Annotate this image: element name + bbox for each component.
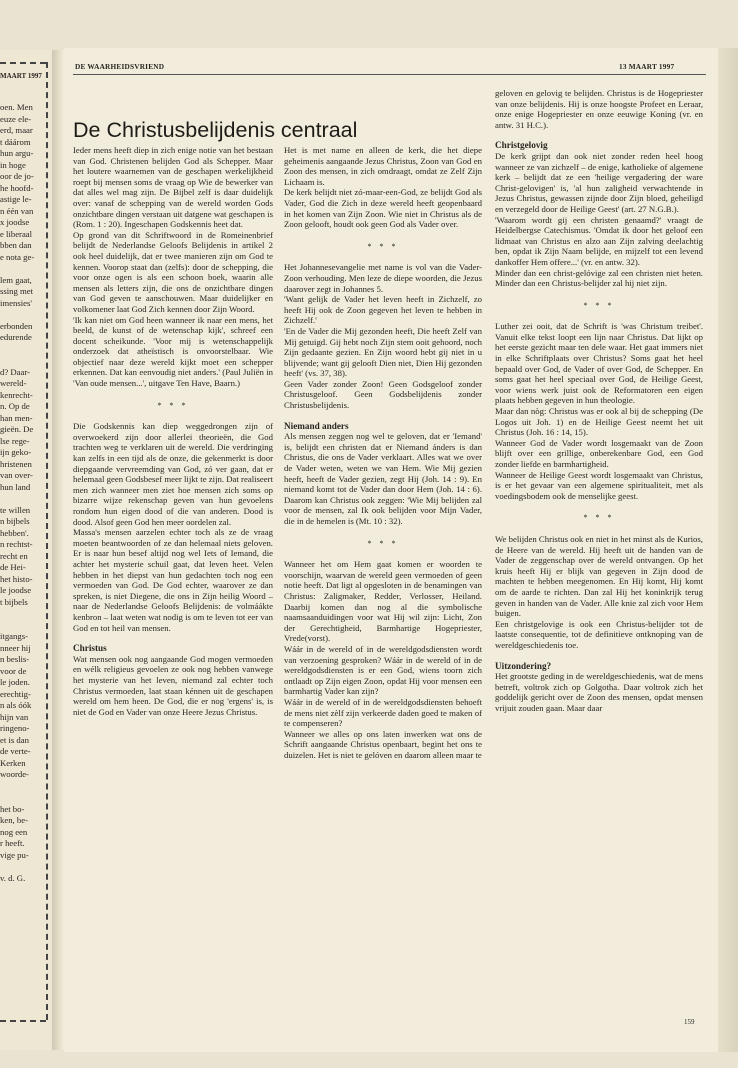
- paragraph: Wáár in de wereld of in de wereldgodsdiensten wordt van verzoening gesproken? Wáár in de wereld of in de wereldgodsdiensten is er een God, wiens toorn zich ontlaadt op Zijn eigen Zoon, opdat Hij voor mensen een barmhartig Vader kan zijn?: [284, 643, 482, 697]
- section-separator: * * *: [583, 513, 615, 523]
- paragraph: Die Godskennis kan diep weggedrongen zijn of overwoekerd zijn door allerlei theorieën, die God trachten weg te verklaren uit de wereld. Die verdringing kan zelfs in een tijd als de onze, die gekenmerkt is door diepgaande vervreemding van God, zó ver gaan, dat er helemaal geen Godsbesef meer lijkt te zijn. Dat realiseert men zich wanneer men ziet hoe mensen zich soms op bizarre wijze rekenschap geven van hun gevoelens rondom hun eigen dood of die van anderen. Dood is dood. Alsof geen God hen meer oordelen zal.: [73, 421, 273, 527]
- article-column-2: [284, 145, 482, 760]
- previous-page-header: MAART 1997: [0, 72, 42, 80]
- paragraph: Ieder mens heeft diep in zich enige notie van het bestaan van God. Christenen belijden God als Schepper. Maar het loutere waarnemen van de geschapen werkelijkheid roept bij mensen soms de vraag op Wie de bewerker van dat alles wel mag zijn. De Bijbel zelf is daar duidelijk over: vanaf de schepping van de wereld worden Gods onzichtbare dingen verstaan uit datgene wat geschapen is (Rom. 1 : 20). Ingeschapen Godskennis heet dat.: [73, 145, 273, 230]
- clipping-border-top: [0, 62, 46, 64]
- paragraph: De kerk grijpt dan ook niet zonder reden heel hoog wanneer ze van zichzelf – de enige, katholieke of algemene kerk – belijdt dat ze een 'heilige vergadering der ware Christ-gelovigen' is, 'al hun zaligheid verwachtende in Jezus Christus, gewassen zijnde door Zijn bloed, geheiligd en verzegeld door de Heilige Geest' (art. 27 N.G.B.).: [495, 150, 703, 214]
- paragraph: Een christgelovige is ook een Christus-belijder tot de laatste consequentie, tot de definitieve ontknoping van de wereldgeschiedenis toe.: [495, 618, 703, 650]
- section-separator: * * *: [583, 300, 615, 310]
- paragraph: Het grootste geding in de wereldgeschiedenis, wat de mens betreft, voltrok zich op Golgotha. Daar voltrok zich het goddelijk gericht over de Zoon des mensen, opdat mensen vrijuit zouden gaan. Maar daar: [495, 671, 703, 713]
- paragraph: Wanneer we alles op ons laten inwerken wat ons de Schrift aangaande Christus openbaart, begint het ons te duizelen. Het is niet te gelóven en daarom alleen maar te: [284, 728, 482, 760]
- paragraph: geloven en gelovig te belijden. Christus is de Hogepriester van onze belijdenis. Hij is onze hoogste Profeet en Leraar, onze enige Hogepriester en onze eeuwige Koning (vr. en antw. 31 H.C.).: [495, 88, 703, 130]
- section-separator: * * *: [367, 538, 399, 548]
- paragraph: 'Ik kan niet om God heen wanneer ik naar een mens, het beeld, de kunst of de wetenschap kijk', schreef een docent scheikunde. 'Voor mij is wetenschappelijk onderzoek dat atheïstisch is onvoorstelbaar. Wie objectief naar deze wereld kijkt moet een schepper erkennen. Dat kan eenvoudig niet anders.' (Paul Juliën in 'Van oude mensen...', uitgave Ten Have, Baarn.): [73, 314, 273, 389]
- section-separator: * * *: [157, 400, 189, 410]
- page-edge: [718, 48, 738, 1052]
- article-column-3: [495, 88, 703, 713]
- paragraph: Wanneer het om Hem gaat komen er woorden te voorschijn, waarvan de wereld geen vermoeden of geen notie heeft. Dat ligt al opgesloten in de benamingen van Christus: Zaligmaker, Redder, Verlosser, Heiland. Daarbij komen dan nog al die symbolische naamsaanduidingen voor wat Hij wil zijn: Licht, Zon der Gerechtigheid, Barmhartige Hogepriester, Vrede(vorst).: [284, 559, 482, 644]
- paragraph: Wanneer God de Vader wordt losgemaakt van de Zoon blijft over een grillige, onberekenbare God, een God zonder liefde en barmhartigheid.: [495, 437, 703, 469]
- paragraph: Wat mensen ook nog aangaande God mogen vermoeden en wélk religieus gevoelen ze ook nog hebben vanwege het mysterie van het leven, niemand zal echter toch Christus vermoeden, laat staan kénnen uit de geschapen wereld om hem heen. De God, die er nog 'ergens' is, is niet de God en Vader van onze Heere Jezus Christus.: [73, 653, 273, 717]
- page-number: 159: [684, 1018, 695, 1026]
- clipping-border-dashed: [46, 62, 48, 1020]
- subheading-christgelovig: Christgelovig: [495, 140, 548, 151]
- paragraph: Maar dan nòg: Christus was er ook al bij de schepping (De Logos uit Joh. 1) en de Heilige Geest neemt het uit Christus (Joh. 16 : 14, 15).: [495, 406, 703, 438]
- paragraph: Massa's mensen aarzelen echter toch als ze de vraag moeten beantwoorden of ze dan helemaal niets geloven. Er is naar hun besef altijd nog wel Iets of Iemand, die achter het mysterie schuil gaat, dat leven heet. Velen hebben in het diepst van hun gedachten toch nog een vermoeden van God. De God echter, waarover ze dan spreken, is niet Diegene, die ons in Zijn heilig Woord – naar de Nederlandse Geloofs Belijdenis: de volmáákte kenbron – laat weten wat nodig is om te leven tot eer van God en tot heil van mensen.: [73, 527, 273, 633]
- paragraph: Als mensen zeggen nog wel te geloven, dat er 'Iemand' is, belijdt een christen dat er Niemand ánders is dan Christus, die ons de Vader verklaart. Alles wat we over de Vader weten, weten we van Hem. Wie Mij gezien heeft, heeft de Vader gezien, zegt Hij (Joh. 14 : 9). En niemand komt tot de Vader dan door Hem (Joh. 14 : 6). Daarom kan Christus ook zeggen: 'Wie Mij belijden zal voor de mensen, zal Ik ook belijden voor Mijn Vader, die in de hemelen is (Mt. 10 : 32).: [284, 431, 482, 526]
- previous-page-text: oen. Men euze ele- erd, maar t dáárom hun argu- in hoge oor de jo- he hoofd- astige le- n één van x joodse e liberaal bben dan e nota ge- lem gaat, ssing met imensies' erbonden edurende d? Daar- wereld- kenrecht- n. Op de han men- gieën. De lse rege- ijn geko- hristenen van over- hun land te willen n bijbels hebben'. n rechtst- recht en de Hei- het histo- le joodse t bijbels itgangs- nneer hij n beslis- voor de le joden. erechtig- n als óók hijn van ringeno- et is dan de verte- Kerken woorde- het bo- ken, be- nog een r heeft. vige pu- v. d. G.: [0, 102, 35, 883]
- paragraph: Luther zei ooit, dat de Schrift is 'was Christum treibet'. Vanuit elke tekst loopt een lijn naar Christus. Dat lijkt op het eerste gezicht maar ten dele waar. Het gaat immers niet in elke Schriftplaats over Christus? Soms gaat het heel bepaald over God, de Vader of over God, de Schepper. En soms gaat het heel speciaal over God, de Heilige Geest, voor wiens werk juist ook de Reformatoren een eigen plaats hebben gegeven in hun theologie.: [495, 321, 703, 406]
- paragraph: Het Johannesevangelie met name is vol van die Vader-Zoon verhouding. Men leze de diepe woorden, die Jezus daarover zegt in Johannes 5.: [284, 262, 482, 294]
- paragraph: 'Want gelijk de Vader het leven heeft in Zichzelf, zo heeft Hij ook de Zoon gegeven het leven te hebben in Zichzelf.': [284, 294, 482, 326]
- subheading-christus: Christus: [73, 643, 107, 654]
- paragraph: We belijden Christus ook en niet in het minst als de Kurios, de Heere van de wereld. Hij heeft uit de handen van de Vader de zeggenschap over de wereld ontvangen. Op het kruis heeft Hij er blijk van gegeven in Zijn dood de machten te hebben meegenomen. En Hij komt, Hij komt om de aarde te richten. Dan zal Hij het koninkrijk terug geven in handen van de Vader. Alle knie zal zich voor Hem buigen.: [495, 533, 703, 619]
- subheading-niemand-anders: Niemand anders: [284, 420, 349, 431]
- section-separator: * * *: [367, 241, 399, 251]
- paragraph: De kerk belijdt niet zó-maar-een-God, ze belijdt God als Vader, God die Zich in deze wereld heeft geopenbaard in het komen van Zijn Zoon. Wie niet in Christus als de Zoon gelooft, houdt ook geen God als Vader over.: [284, 187, 482, 230]
- paragraph: Wáár in de wereld of in de wereldgodsdiensten behoeft de mens niet zèlf zijn verkeerde daden goed te maken of te compenseren?: [284, 696, 482, 729]
- article-title: De Christusbelijdenis centraal: [73, 118, 358, 142]
- previous-page-strip: [0, 50, 52, 1050]
- page-gutter: [52, 50, 64, 1050]
- paragraph: Wanneer de Heilige Geest wordt losgemaakt van Christus, is er het gevaar van een algemene spiritualiteit, met als voedingsbodem ook de menselijke geest.: [495, 469, 703, 501]
- subheading-uitzondering: Uitzondering?: [495, 660, 552, 671]
- article-column-1: [73, 145, 273, 717]
- clipping-border-bottom: [0, 1020, 46, 1022]
- paragraph: Het is met name en alleen de kerk, die het diepe geheimenis aangaande Jezus Christus, Zoon van God en Zoon des mensen, in zich omdraagt, omdat ze Zelf Zijn Lichaam is.: [284, 145, 482, 187]
- paragraph: Op grond van dit Schriftwoord in de Romeinenbrief belijdt de Nederlandse Geloofs Belijdenis in artikel 2 ook heel duidelijk, dat er twee manieren zijn om God te kennen. Voorop staat dan (zelfs): door de schepping, die voor onze ogen is als een schoon boek, waarin alle mensen als letters zijn, die ons de onzichtbare dingen van God geven te aanschouwen. Maar duidelijker en volkomener laat God Zich kennen door Zijn Woord.: [73, 229, 273, 314]
- paragraph: 'Waarom wordt gij een christen genaamd?' vraagt de Heidelbergse Catechismus. 'Omdat ik door het geloof een lidmaat van Christus en alzo aan Zijn zalving deelachtig ben, opdat ik Zijn Naam belijde, en mijzelf tot een levend dankoffer Hem offere...' (vr. en antw. 32).: [495, 214, 703, 267]
- running-header-date: 13 MAART 1997: [619, 62, 675, 71]
- paragraph: 'En de Vader die Mij gezonden heeft, Die heeft Zelf van Mij getuigd. Gij hebt noch Zijn stem ooit gehoord, noch Zijn gedaante gezien. En Zijn woord hebt gij niet in u blijvende; want gij gelooft Dien niet, Dien Hij gezonden heeft' (vs. 37, 38).: [284, 325, 482, 379]
- paragraph: Minder dan een christ-gelóvige zal een christen niet heten. Minder dan een Christus-belijder zal hij niet zijn.: [495, 267, 703, 289]
- header-rule: [73, 74, 706, 75]
- paragraph: Geen Vader zonder Zoon! Geen Godsgeloof zonder Christusgeloof. Geen Godsbelijdenis zonder Christusbelijdenis.: [284, 378, 482, 411]
- running-header-title: DE WAARHEIDSVRIEND: [75, 62, 165, 71]
